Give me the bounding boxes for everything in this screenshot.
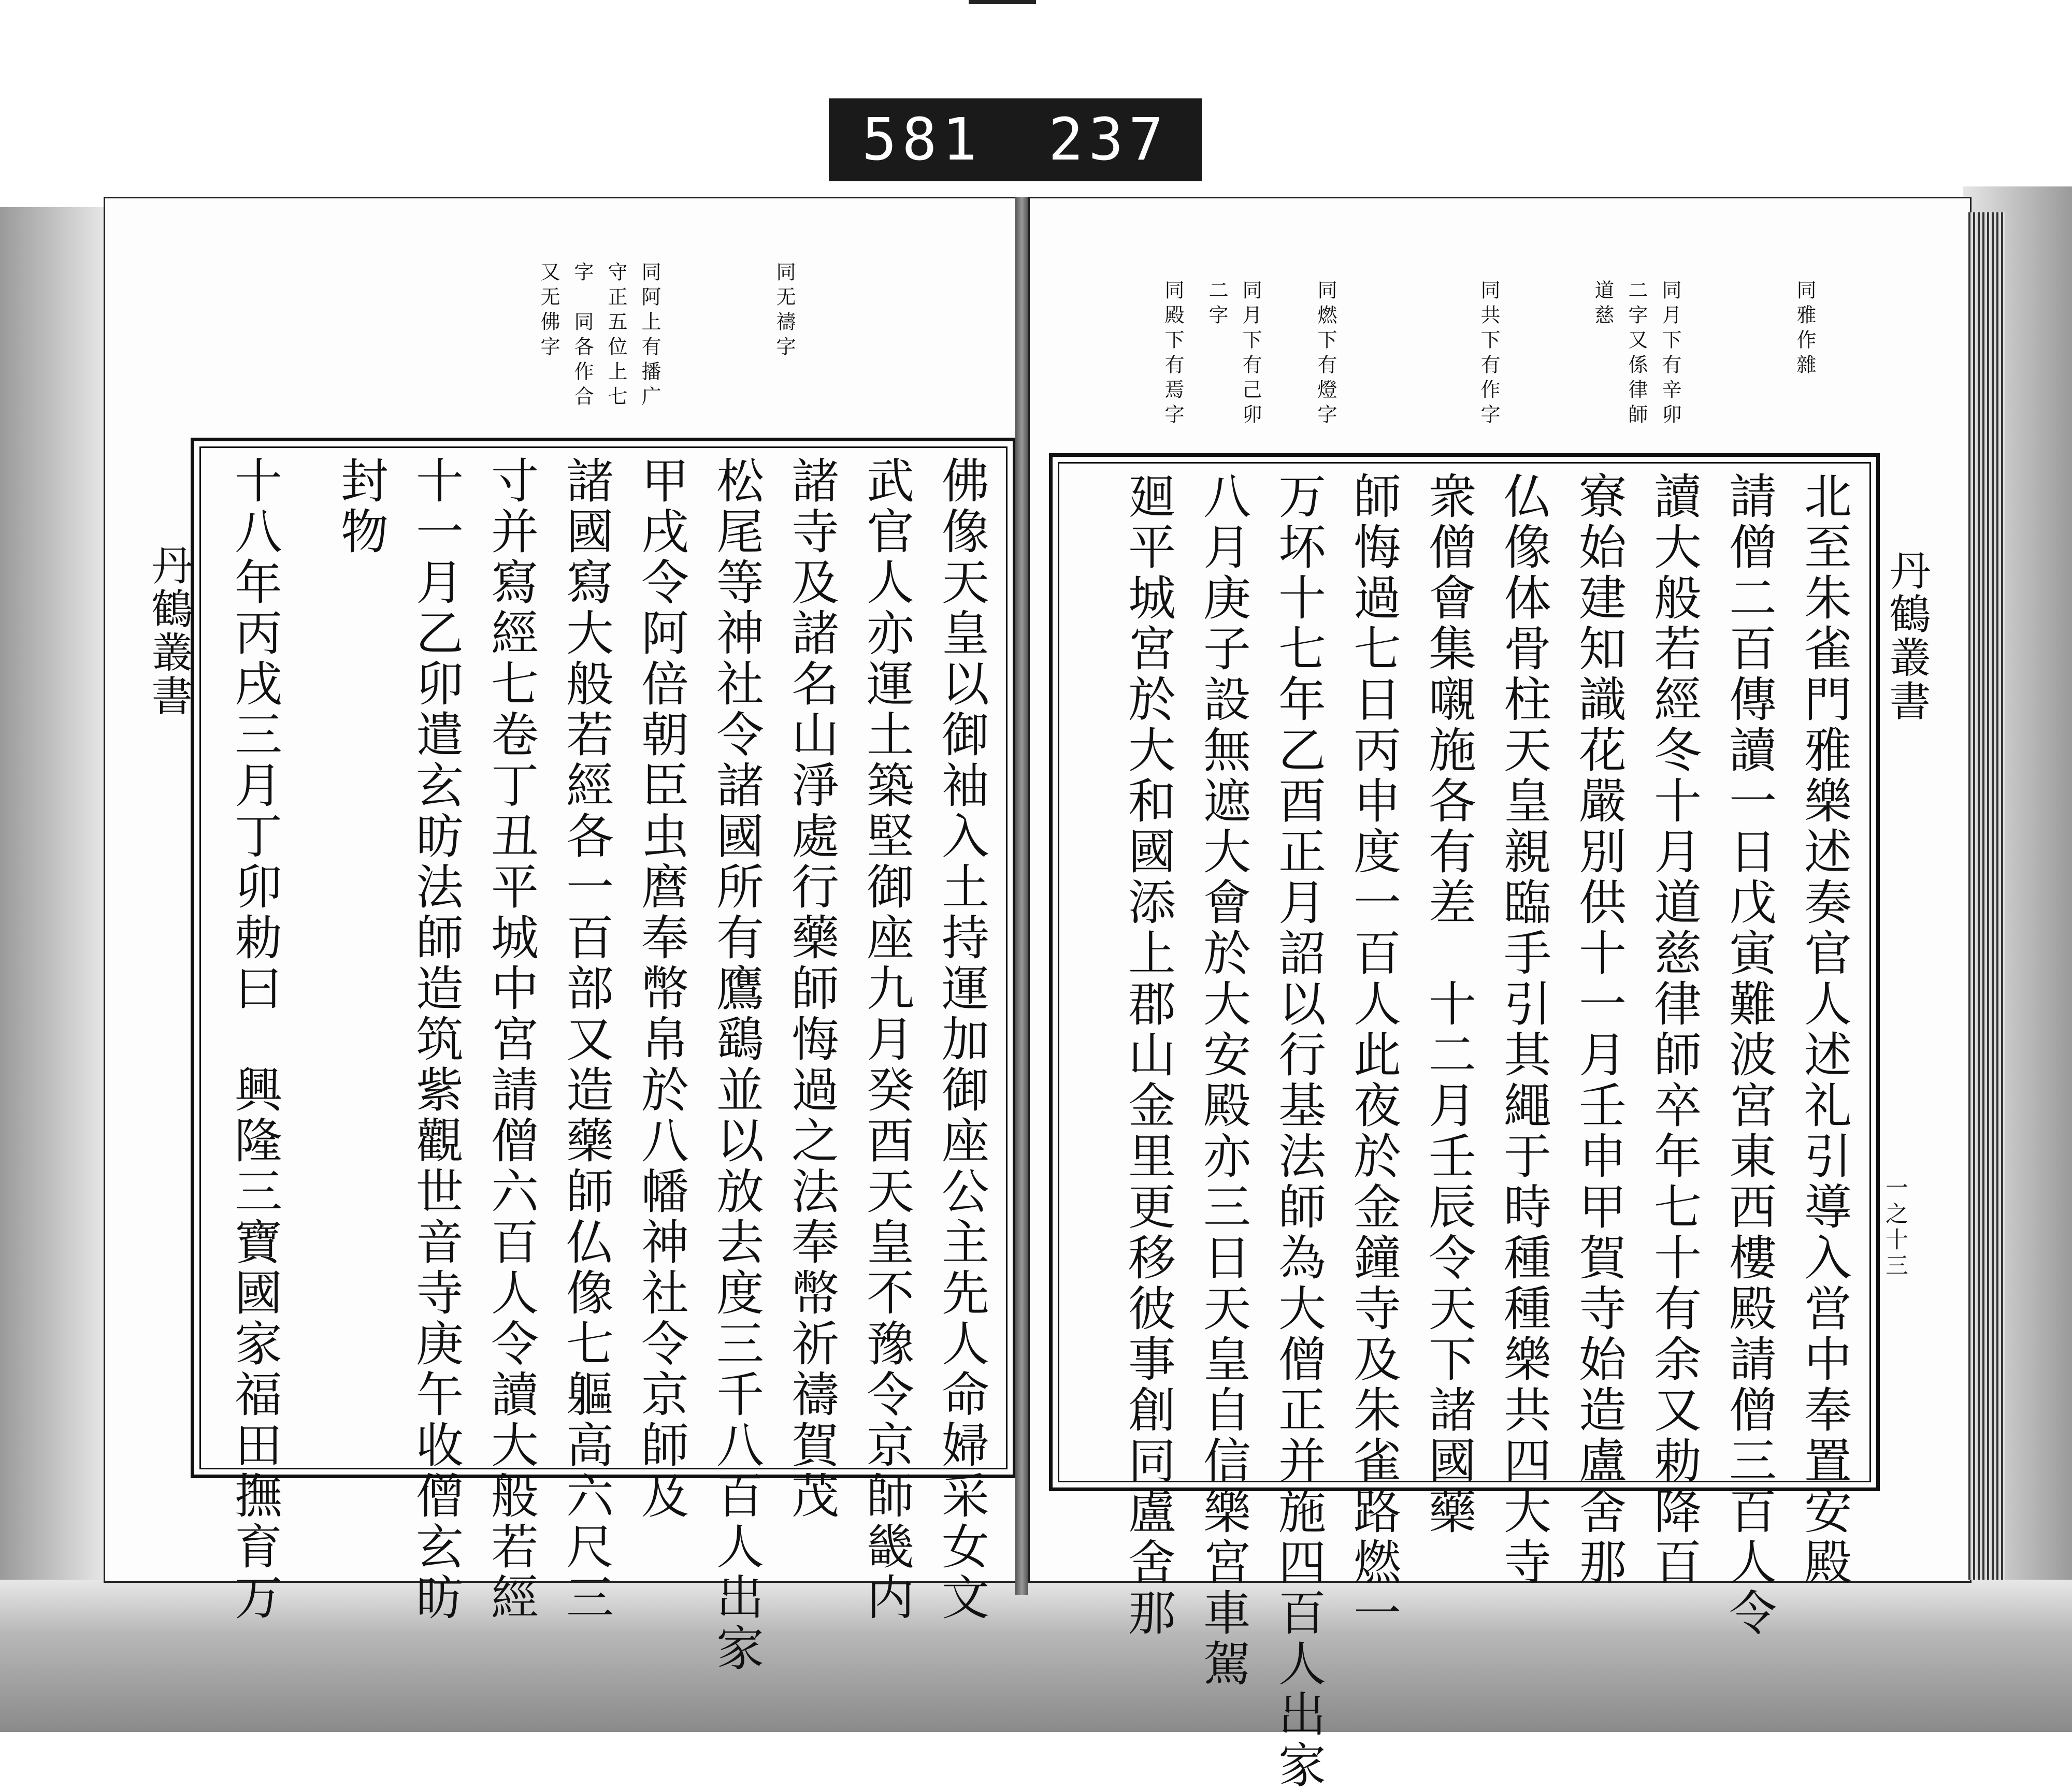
right-column-4: 寮始建知識花嚴別供十一月壬申甲賀寺始造盧舍那 [1571,471,1627,1588]
right-column-6: 衆僧會集嚫施各有差 十二月壬辰令天下諸國藥 [1421,471,1476,1537]
right-note-7: 同月下有己卯 [1239,280,1262,429]
right-column-1: 北至朱雀門雅樂述奏官人述礼引導入営中奉置安殿 [1796,471,1852,1588]
right-column-3: 讀大般若經冬十月道慈律師卒年七十有余又勅降百 [1646,471,1702,1588]
left-side-title: 丹鶴叢書 [145,544,193,718]
left-column-4: 松尾等神社令諸國所有鷹鷂並以放去度三千八百人出家 [709,456,764,1674]
right-column-2: 請僧二百傳讀一日戊寅難波宮東西樓殿請僧三百人令 [1721,471,1777,1639]
right-note-4: 道慈 [1591,280,1614,329]
left-note-1: 同无禱字 [773,262,796,361]
catalog-number-label [829,98,1202,181]
left-column-10: 十八年丙戌三月丁卯勅曰 興隆三寶國家福田撫育万 [227,456,282,1623]
left-note-4: 字 同各作合 [571,262,594,411]
left-column-2: 武官人亦運土築堅御座九月癸酉天皇不豫令京師畿内 [859,456,914,1623]
left-column-7: 寸并寫經七卷丁丑平城中宮請僧六百人令讀大般若經 [483,456,539,1623]
scan-shadow-left [0,207,104,1732]
right-column-7: 師悔過七日丙申度一百人此夜於金鐘寺及朱雀路燃一 [1346,471,1401,1639]
left-note-2: 同阿上有播广 [638,262,661,411]
right-column-10: 廻平城宮於大和國添上郡山金里更移彼事創同盧舍那 [1120,471,1176,1639]
right-note-3: 二字又係律師 [1625,280,1648,429]
right-note-6: 同燃下有燈字 [1314,280,1337,429]
left-column-9: 封物 [333,456,388,557]
right-note-5: 同共下有作字 [1477,280,1500,429]
right-side-title: 丹鶴叢書 [1882,549,1931,723]
book-spine [1015,197,1028,1595]
top-tab-mark [969,0,1036,4]
left-column-3: 諸寺及諸名山淨處行藥師悔過之法奉幣祈禱賀茂 [784,456,839,1522]
left-column-6: 諸國寫大般若經各一百部又造藥師仏像七軀高六尺三 [558,456,614,1623]
left-column-5: 甲戌令阿倍朝臣虫麿奉幣帛於八幡神社令京師及 [634,456,689,1522]
left-note-5: 又无佛字 [537,262,560,361]
right-note-2: 同月下有辛卯 [1659,280,1681,429]
folio-number: 一之十三 [1881,1176,1908,1279]
page-edges [1968,212,2005,1580]
right-note-1: 同雅作雜 [1793,280,1816,379]
right-column-5: 仏像体骨柱天皇親臨手引其繩于時種種樂共四大寺 [1496,471,1551,1588]
right-column-9: 八月庚子設無遮大會於大安殿亦三日天皇自信樂宮車駕 [1196,471,1251,1689]
catalog-number-2: 237 [1048,106,1169,174]
right-column-8: 万坏十七年乙酉正月詔以行基法師為大僧正并施四百人出家 [1271,471,1326,1791]
left-column-8: 十一月乙卯遣玄昉法師造筑紫觀世音寺庚午收僧玄昉 [408,456,464,1623]
left-column-1: 佛像天皇以御袖入土持運加御座公主先人命婦采女文 [934,456,989,1623]
right-note-8: 二字 [1205,280,1228,329]
left-note-3: 守正五位上七 [605,262,627,411]
right-note-9: 同殿下有焉字 [1161,280,1184,429]
catalog-number-1: 581 [861,106,983,174]
